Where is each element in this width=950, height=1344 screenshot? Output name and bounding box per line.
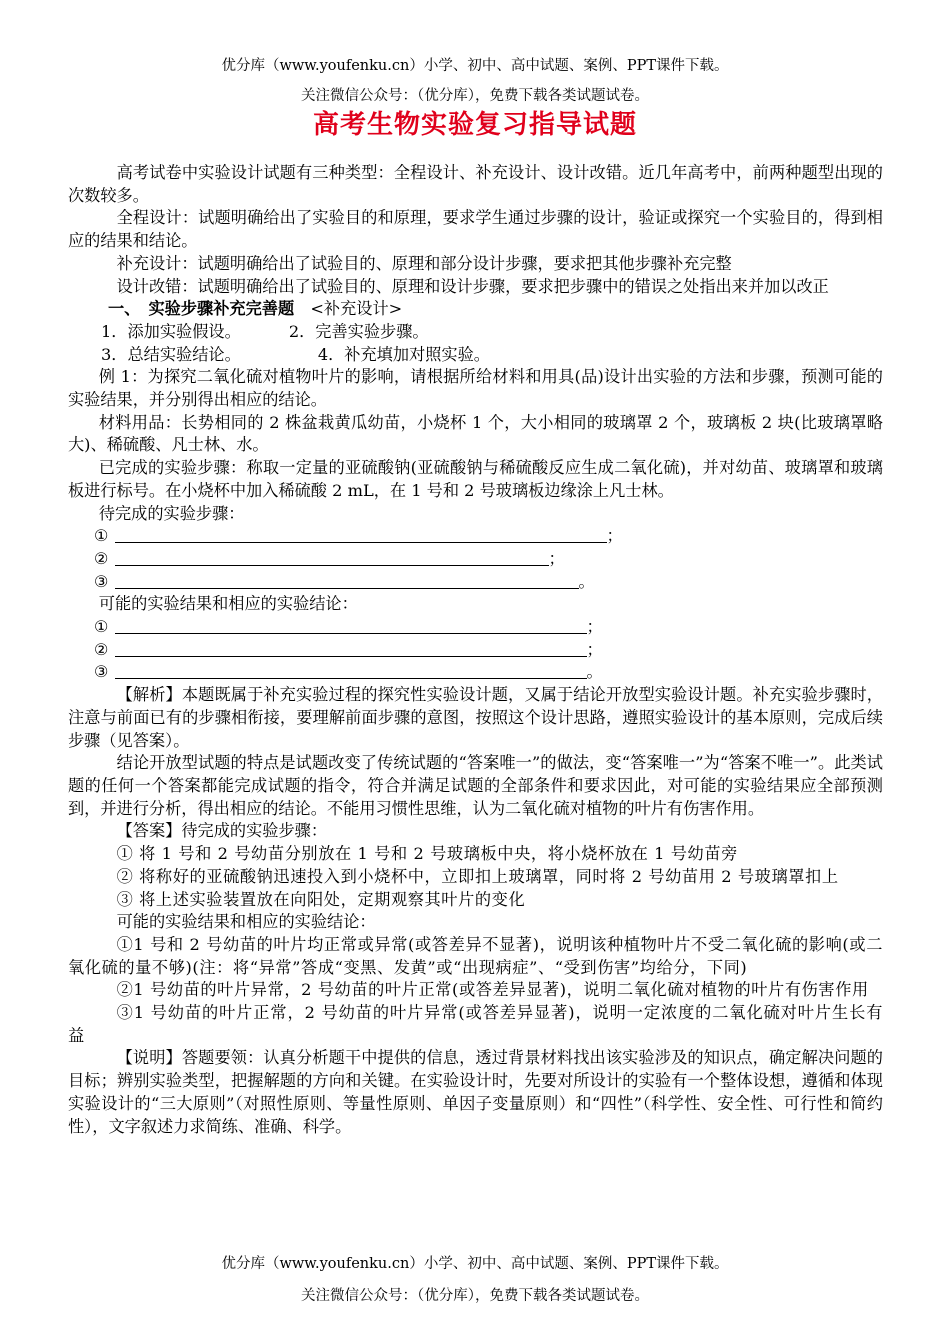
result-blank-2[interactable]	[68, 639, 883, 662]
footer-line-2: 关注微信公众号：（优分库），免费下载各类试题试卷。	[301, 1288, 649, 1304]
blank-number: ②	[94, 639, 109, 659]
answer-heading: 【答案】待完成的实验步骤：	[116, 821, 328, 841]
blank-number: ①	[94, 526, 109, 546]
blank-end-punct: 。	[586, 662, 603, 682]
blank-end-punct: ；	[586, 617, 603, 637]
intro-supplement-design: 补充设计：试题明确给出了试验目的、原理和部分设计步骤，要求把其他步骤补充完整	[116, 253, 732, 273]
answer-line[interactable]	[115, 526, 607, 543]
analysis-paragraph-2: 结论开放型试题的特点是试题改变了传统试题的“答案唯一”的做法，变“答案唯一”为“答案不唯一”。此类试题的任何一个答案都能完成试题的指令，符合并满足试题的全部条件和要求因此，对可能的实验结果应全部预测到，并进行分析，得出相应的结论。不能用习惯性思维，认为二氧化硫对植物的叶片有伤害作用。	[68, 753, 883, 818]
section-1-items-row-2	[68, 344, 883, 367]
section-1-heading	[68, 298, 883, 321]
answer-step-1: ① 将 1 号和 2 号幼苗分别放在 1 号和 2 号玻璃板中央，将小烧杯放在 1 号幼苗旁	[116, 844, 738, 864]
intro-paragraph: 高考试卷中实验设计试题有三种类型：全程设计、补充设计、设计改错。近几年高考中，前两种题型出现的次数较多。	[68, 163, 883, 205]
example-1-completed-steps: 已完成的实验步骤：称取一定量的亚硫酸钠(亚硫酸钠与稀硫酸反应生成二氧化硫)，并对幼苗、玻璃罩和玻璃板进行标号。在小烧杯中加入稀硫酸 2 mL，在 1 号和 2 号玻璃板边缘涂上凡士林。	[68, 458, 883, 500]
example-1-question: 例 1：为探究二氧化硫对植物叶片的影响，请根据所给材料和用具(品)设计出实验的方法和步骤，预测可能的实验结果，并分别得出相应的结论。	[68, 367, 883, 410]
results-label: 可能的实验结果和相应的实验结论：	[98, 594, 358, 614]
section-1-item: 1．添加实验假设。	[101, 321, 241, 341]
result-blank-3[interactable]	[68, 661, 883, 684]
blank-end-punct: 。	[578, 571, 595, 591]
blank-end-punct: ；	[586, 639, 603, 659]
blank-end-punct: ；	[548, 548, 565, 568]
footer-line-1: 优分库（www.youfenku.cn）小学、初中、高中试题、案例、PPT课件下载。	[221, 1256, 729, 1272]
answer-line[interactable]	[115, 617, 587, 634]
section-1-items-row-1	[68, 321, 883, 344]
intro-full-design: 全程设计：试题明确给出了实验目的和原理，要求学生通过步骤的设计，验证或探究一个实验目的，得到相应的结果和结论。	[68, 208, 883, 251]
answer-line[interactable]	[115, 640, 587, 657]
note-paragraph: 【说明】答题要领：认真分析题干中提供的信息，透过背景材料找出该实验涉及的知识点，确定解决问题的目标；辨别实验类型，把握解题的方向和关键。在实验设计时，先要对所设计的实验有一个整体设想，遵循和体现实验设计的“三大原则”（对照性原则、等量性原则、单因子变量原则）和“四性”（科学性、安全性、可行性和简约性），文字叙述力求简练、准确、科学。	[68, 1048, 883, 1136]
answer-line[interactable]	[115, 549, 549, 566]
answer-results-label: 可能的实验结果和相应的实验结论：	[116, 912, 376, 932]
document-body	[68, 162, 883, 1138]
analysis-paragraph-1: 【解析】本题既属于补充实验过程的探究性实验设计题，又属于结论开放型实验设计题。补充实验步骤时，注意与前面已有的步骤相衔接，要理解前面步骤的意图，按照这个设计思路，遵照实验设计的基本原则，完成后续步骤（见答案）。	[68, 685, 883, 750]
pending-steps-label: 待完成的实验步骤：	[98, 503, 245, 523]
pending-step-blank-3[interactable]	[68, 571, 883, 594]
answer-line[interactable]	[115, 662, 587, 679]
section-1-item: 3．总结实验结论。	[101, 344, 241, 364]
section-1-title: 一、 实验步骤补充完善题	[108, 299, 295, 319]
answer-result-1: ①1 号和 2 号幼苗的叶片均正常或异常(或答差异不显著)，说明该种植物叶片不受二氧化硫的影响(或二氧化硫的量不够)(注：将“异常”答成“变黑、发黄”或“出现病症”、“受到伤害”均给分，下同)	[68, 934, 883, 977]
answer-result-3: ③1 号幼苗的叶片正常，2 号幼苗的叶片异常(或答差异显著)，说明一定浓度的二氧化硫对叶片生长有益	[68, 1003, 883, 1045]
example-1-materials: 材料用品：长势相同的 2 株盆栽黄瓜幼苗，小烧杯 1 个，大小相同的玻璃罩 2 个，玻璃板 2 块(比玻璃罩略大)、稀硫酸、凡士林、水。	[68, 412, 883, 455]
blank-number: ③	[94, 571, 109, 591]
page-title: 高考生物实验复习指导试题	[312, 110, 637, 140]
answer-result-2: ②1 号幼苗的叶片异常，2 号幼苗的叶片正常(或答差异显著)，说明二氧化硫对植物的叶片有伤害作用	[116, 980, 869, 1000]
answer-step-2: ② 将称好的亚硫酸钠迅速投入到小烧杯中，立即扣上玻璃罩，同时将 2 号幼苗用 2 号玻璃罩扣上	[116, 866, 839, 886]
section-1-subtitle: <补充设计>	[310, 299, 403, 319]
section-1-item: 4．补充填加对照实验。	[317, 344, 490, 364]
blank-end-punct: ；	[606, 526, 623, 546]
pending-step-blank-2[interactable]	[68, 548, 883, 571]
intro-design-correction: 设计改错：试题明确给出了试验目的、原理和设计步骤，要求把步骤中的错误之处指出来并加以改正	[116, 276, 829, 296]
blank-number: ②	[94, 548, 109, 568]
blank-number: ①	[94, 617, 109, 637]
header-line-1: 优分库（www.youfenku.cn）小学、初中、高中试题、案例、PPT课件下载。	[221, 58, 729, 74]
answer-line[interactable]	[115, 572, 579, 589]
section-1-item: 2．完善实验步骤。	[288, 321, 429, 341]
result-blank-1[interactable]	[68, 616, 883, 639]
blank-number: ③	[94, 662, 109, 682]
header-line-2: 关注微信公众号：（优分库），免费下载各类试题试卷。	[301, 88, 649, 104]
pending-step-blank-1[interactable]	[68, 525, 883, 548]
answer-step-3: ③ 将上述实验装置放在向阳处，定期观察其叶片的变化	[116, 889, 526, 909]
